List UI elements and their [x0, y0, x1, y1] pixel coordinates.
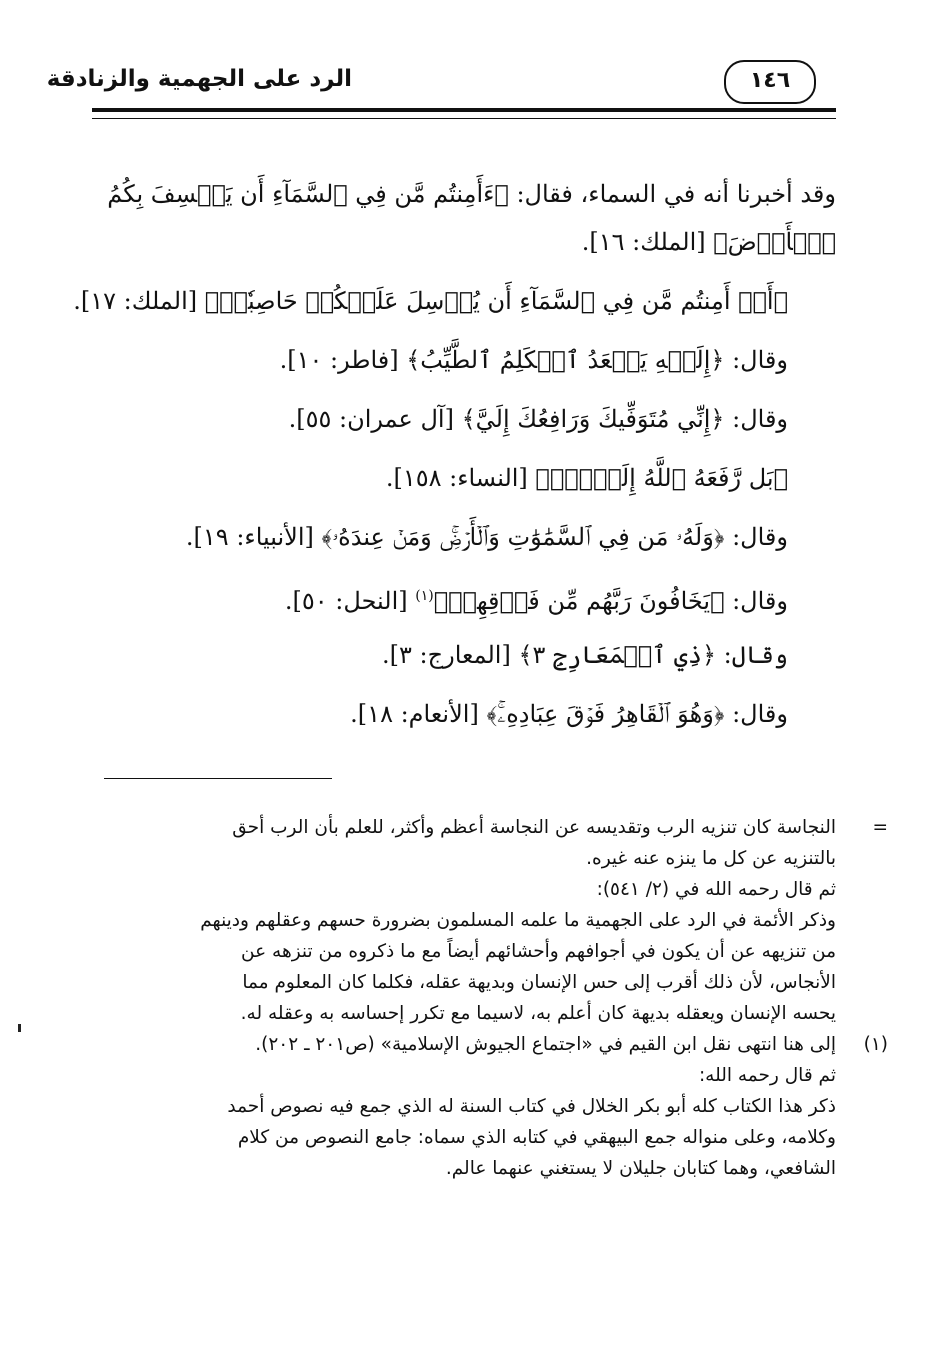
- running-header-title: الرد على الجهمية والزنادقة: [46, 66, 352, 92]
- footnote-line: ثم قال رحمه الله في (٢/ ٥٤١):: [596, 879, 836, 900]
- footnote-line: وكلامه، وعلى منواله جمع البيهقي في كتابه الذي سماه: جامع النصوص من كلام: [237, 1127, 836, 1148]
- main-line: وقد أخبرنا أنه في السماء، فقال: ﴿ءَأَمِنتُم مَّن فِي ٱلسَّمَآءِ أَن يَخۡسِفَ بِكُمُ: [107, 180, 836, 208]
- main-line: وقال: ﴿وَلَهُۥ مَن فِي ٱلسَّمَٰوَٰتِ وَٱلۡأَرۡضِۚ وَمَنۡ عِندَهُۥ﴾ [الأنبياء: ١٩].: [185, 523, 788, 551]
- footnote-marker: (١): [863, 1034, 888, 1055]
- main-line: ﴿أَمۡ أَمِنتُم مَّن فِي ٱلسَّمَآءِ أَن يُرۡسِلَ عَلَيۡكُمۡ حَاصِبٗاۖ﴾ [الملك: ١٧].: [73, 287, 788, 315]
- main-line-verse: وقال: ﴿يَخَافُونَ رَبَّهُم مِّن فَوۡقِهِمۡ﴾: [433, 587, 788, 615]
- footnote-line: ثم قال رحمه الله:: [698, 1065, 836, 1086]
- footnote-line-text: إلى هنا انتهى نقل ابن القيم في «اجتماع الجيوش الإسلامية» (ص٢٠١ ـ ٢٠٢).: [255, 1034, 836, 1055]
- main-line: وقال: ﴿إِلَيۡهِ يَصۡعَدُ ٱلۡكَلِمُ ٱلطَّيِّبُ﴾ [فاطر: ١٠].: [279, 346, 788, 374]
- main-line: وقال: ﴿ذِي ٱلۡمَعَارِجِ ٣﴾ [المعارج: ٣].: [382, 641, 788, 669]
- continuation-marker: =: [872, 817, 888, 838]
- main-line: ﴿بَل رَّفَعَهُ ٱللَّهُ إِلَيۡهِۚ﴾ [النساء: ١٥٨].: [385, 464, 788, 492]
- footnote-line: [92, 812, 888, 843]
- footnote-line: الأنجاس، لأن ذلك أقرب إلى حس الإنسان وبديهة عقله، فكلما كان المعلوم مما: [242, 972, 836, 993]
- scan-edge-mark: [18, 1024, 21, 1032]
- footnotes: [92, 812, 888, 1184]
- footnote-reference: (١): [415, 588, 434, 604]
- main-line-citation: [النحل: ٥٠].: [284, 587, 416, 615]
- footnote-line: [92, 1029, 888, 1060]
- main-line: [92, 567, 836, 626]
- footnote-line: ذكر هذا الكتاب كله أبو بكر الخلال في كتاب السنة له الذي جمع فيه نصوص أحمد: [227, 1096, 836, 1117]
- footnote-line-text: النجاسة كان تنزيه الرب وتقديسه عن النجاسة أعظم وأكثر، للعلم بأن الرب أحق: [232, 817, 836, 838]
- page-number-badge: ١٤٦: [724, 60, 816, 104]
- main-line: ٱلۡأَرۡضَ﴾ [الملك: ١٦].: [581, 228, 836, 256]
- header-rule-thick: [92, 108, 836, 112]
- header-rule-thin: [92, 118, 836, 119]
- main-line: وقال: ﴿إِنِّي مُتَوَفِّيكَ وَرَافِعُكَ إِلَيَّ﴾ [آل عمران: ٥٥].: [288, 405, 788, 433]
- footnote-line: من تنزيهه عن أن يكون في أجوافهم وأحشائهم أيضاً مع ما ذكروه من تنزهه عن: [241, 941, 836, 962]
- footnote-line: وذكر الأئمة في الرد على الجهمية ما علمه المسلمون بضرورة حسهم وعقلهم ودينهم: [200, 910, 836, 931]
- footnote-separator: [104, 778, 332, 779]
- footnote-line: يحسه الإنسان ويعقله بديهة كان أعلم به، لاسيما مع تكرر إحساسه به وعقله له.: [240, 1003, 836, 1024]
- main-line: وقال: ﴿وَهُوَ ٱلۡقَاهِرُ فَوۡقَ عِبَادِهِۦۚ﴾ [الأنعام: ١٨].: [350, 700, 788, 728]
- footnote-line: الشافعي، وهما كتابان جليلان لا يستغني عنهما عالم.: [445, 1158, 836, 1179]
- footnote-line: بالتنزيه عن كل ما ينزه عنه غيره.: [586, 848, 836, 869]
- main-text: [73, 168, 836, 744]
